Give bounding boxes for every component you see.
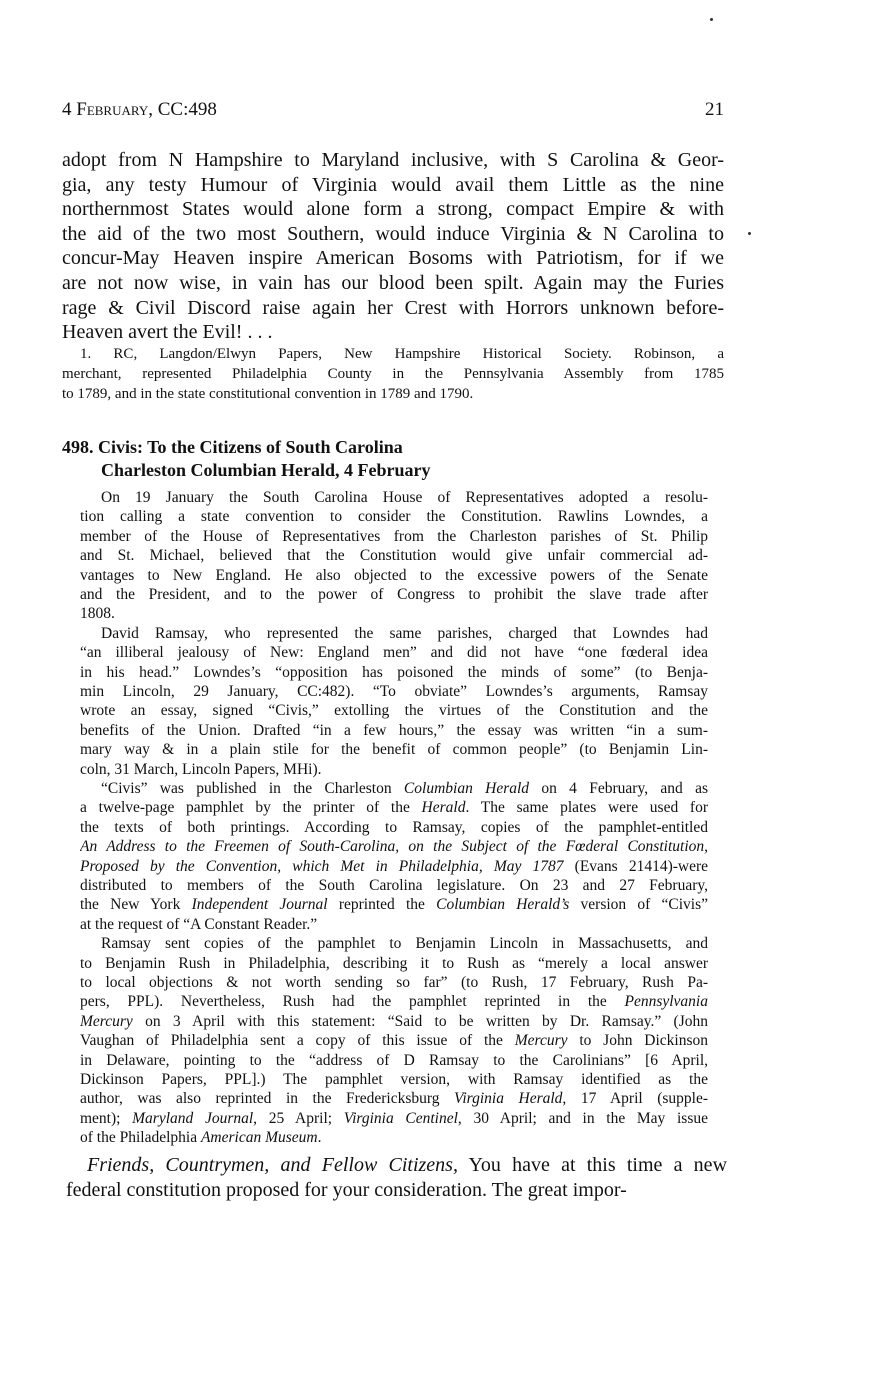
intro-line: “Civis” was published in the Charleston Columbian Herald on 4 February, and as [101,780,708,797]
text-line: the aid of the two most Southern, would induce Virginia & N Carolina to [62,222,724,245]
intro-line: On 19 January the South Carolina House of Representatives adopted a resolu- [101,489,708,506]
scan-speck [748,232,751,235]
footnote-line: 1. RC, Langdon/Elwyn Papers, New Hampshire Historical Society. Robinson, a [80,346,724,362]
intro-line: coln, 31 March, Lincoln Papers, MHi). [80,760,322,778]
text-line: northernmost States would alone form a strong, compact Empire & with [62,198,724,221]
intro-line: in Delaware, pointing to the “address of D Ramsay to the Carolinians” [6 April, [80,1051,708,1069]
document-heading-line1: 498. Civis: To the Citizens of South Carolina [62,437,403,457]
intro-line: at the request of “A Constant Reader.” [80,915,318,933]
intro-line: An Address to the Freemen of South-Carolina, on the Subject of the Fœderal Constitution, [80,838,708,856]
intro-line: Vaughan of Philadelphia sent a copy of this issue of the Mercury to John Dickinson [80,1032,708,1050]
intro-line: pers, PPL). Nevertheless, Rush had the pamphlet reprinted in the Pennsylvania [80,993,708,1011]
text-line: concur-May Heaven inspire American Bosoms with Patriotism, for if we [62,247,724,270]
intro-line: Mercury on 3 April with this statement: “Said to be written by Dr. Ramsay.” (John [80,1012,708,1030]
intro-line: author, was also reprinted in the Fredericksburg Virginia Herald, 17 April (supple- [80,1090,708,1108]
intro-line: benefits of the Union. Drafted “in a few hours,” the essay was written “in a sum- [80,721,708,739]
intro-line: of the Philadelphia American Museum. [80,1129,322,1147]
intro-line: member of the House of Representatives from the Charleston parishes of St. Philip [80,527,708,545]
intro-line: tion calling a state convention to consider the Constitution. Rawlins Lowndes, a [80,508,708,526]
closing-line-2: federal constitution proposed for your consideration. The great impor- [66,1179,627,1201]
intro-line: “an illiberal jealousy of New: England men” and did not have “one fœderal idea [80,644,708,662]
intro-line: 1808. [80,605,115,623]
text-line: Heaven avert the Evil! . . . [62,321,273,344]
page-number: 21 [705,99,724,120]
intro-line: and the President, and to the power of Congress to prohibit the slave trade after [80,586,708,603]
intro-line: the texts of both printings. According to Ramsay, copies of the pamphlet-entitled [80,818,708,836]
intro-line: ment); Maryland Journal, 25 April; Virginia Centinel, 30 April; and in the May issue [80,1109,708,1127]
text-line: are not now wise, in vain has our blood been spilt. Again may the Furies [62,272,724,294]
intro-line: David Ramsay, who represented the same parishes, charged that Lowndes had [101,624,708,642]
text-line: rage & Civil Discord raise again her Crest with Horrors unknown before- [62,296,724,319]
footnote-line: merchant, represented Philadelphia County in the Pennsylvania Assembly from 1785 [62,366,724,382]
scan-speck [710,18,713,21]
text-line: adopt from N Hampshire to Maryland inclusive, with S Carolina & Geor- [62,149,724,171]
intro-line: wrote an essay, signed “Civis,” extolling the virtues of the Constitution and the [80,702,708,720]
intro-line: in his head.” Lowndes’s “opposition has poisoned the minds of some” (to Benja- [80,663,708,681]
intro-line: to local objections & not worth sending so far” (to Rush, 17 February, Rush Pa- [80,974,708,991]
intro-line: Ramsay sent copies of the pamphlet to Benjamin Lincoln in Massachusetts, and [101,935,708,953]
intro-line: distributed to members of the South Carolina legislature. On 23 and 27 February, [80,877,708,894]
document-heading-line2: Charleston Columbian Herald, 4 February [101,460,431,480]
intro-line: and St. Michael, believed that the Constitution would give unfair commercial ad- [80,547,708,565]
text-line: gia, any testy Humour of Virginia would avail them Little as the nine [62,173,724,196]
running-head-date: 4 February, CC:498 [62,99,217,120]
intro-line: Proposed by the Convention, which Met in Philadelphia, May 1787 (Evans 21414)-were [80,857,708,875]
intro-line: vantages to New England. He also objected to the excessive powers of the Senate [80,566,708,584]
intro-line: a twelve-page pamphlet by the printer of the Herald. The same plates were used for [80,799,708,817]
intro-line: to Benjamin Rush in Philadelphia, describing it to Rush as “merely a local answer [80,954,708,972]
closing-line-1: Friends, Countrymen, and Fellow Citizens, You have at this time a new [87,1154,727,1176]
intro-line: mary way & in a plain stile for the benefit of common people” (to Benjamin Lin- [80,741,708,759]
intro-line: the New York Independent Journal reprinted the Columbian Herald’s version of “Civis” [80,896,708,914]
intro-line: Dickinson Papers, PPL].) The pamphlet version, with Ramsay identified as the [80,1071,708,1088]
footnote-line: to 1789, and in the state constitutional convention in 1789 and 1790. [62,386,474,402]
intro-line: min Lincoln, 29 January, CC:482). “To obviate” Lowndes’s arguments, Ramsay [80,683,708,700]
